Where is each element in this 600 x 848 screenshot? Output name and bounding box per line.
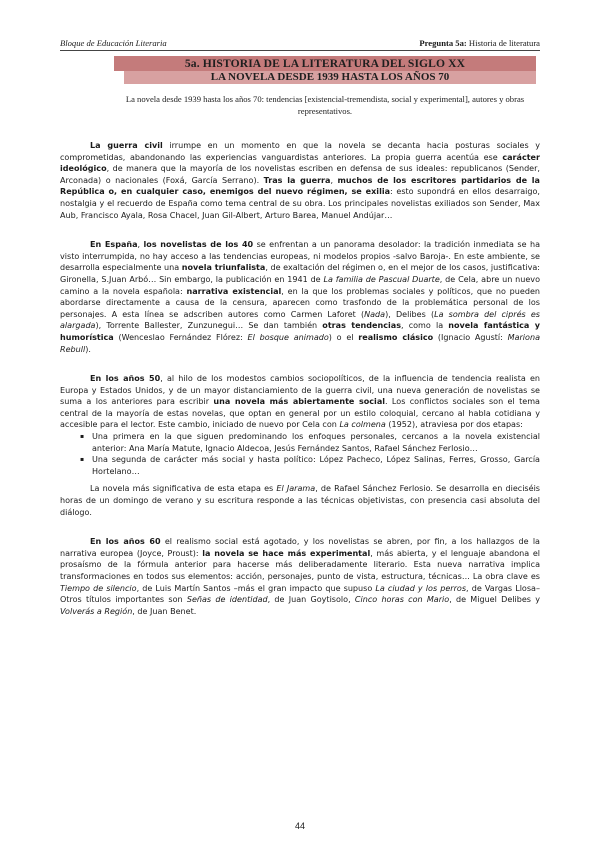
page-header: [60, 36, 540, 51]
bold-text: otras tendencias: [322, 321, 401, 331]
page-number: 44: [294, 821, 305, 831]
text: ), Delibes (: [385, 309, 435, 319]
text: , al hilo de los modestos cambios sociopolíticos, de la influencia de tendencia realista en Europa y Estados Unidos, y de un mayor distanciamiento de la guerra civil, una nueva generación de novelistas se suma a los anteriores para escribir: [60, 374, 541, 407]
text: , de Luis Martín Santos –más el gran impacto que supuso: [136, 583, 376, 593]
text: , de Juan Benet.: [132, 606, 197, 616]
italic-title: El Jarama: [276, 484, 316, 494]
list-item: ▪ Una primera en la que siguen predominando los enfoques personales, cercanos a la novela existencial anterior: Ana María Matute, Ignacio Aldecoa, Jesús Fernández Santos, Rafael Sánchez Ferlosio…: [80, 431, 540, 454]
text: ) o el: [328, 332, 359, 342]
paragraph-sixties: [60, 536, 540, 617]
bold-text: realismo clásico: [358, 332, 434, 342]
header-question-number: Pregunta 5a:: [419, 38, 467, 48]
text: el realismo social está agotado, y los novelistas se abren, por fin, a los hallazgos de la narrativa europea (Joyce, Proust):: [60, 537, 540, 558]
text: ), Torrente Ballester, Zunzunegui… Se dan también: [95, 321, 323, 331]
title-banner: [114, 56, 536, 84]
text: (Wenceslao Fernández Flórez:: [113, 332, 248, 342]
paragraph-el-jarama: [60, 483, 540, 518]
italic-title: La sombra del ciprés es alargada: [60, 309, 540, 331]
text: irrumpe en un momento en que la novela se decanta hacia posturas sociales y comprometidas, abandonando las experiencias vanguardistas anteriores. La propia guerra acentúa ese: [60, 141, 541, 162]
bold-text: narrativa existencial: [186, 286, 282, 296]
bold-text: En los años 50: [90, 374, 161, 384]
text: , más abierta, y el lenguaje abandona el prosaísmo de la fórmula anterior para hacerse más deliberadamente literario. Esta nueva narrativa implica transformaciones en todos sus elementos: acción, personajes, punto de vista, estructura, técnicas… La obra clave es: [60, 548, 541, 581]
italic-title: Señas de identidad: [186, 595, 268, 605]
header-question: [419, 38, 540, 48]
text: , de Vargas Llosa– Otros títulos importantes son: [60, 583, 540, 605]
bold-text: una novela más abiertamente social: [213, 397, 386, 407]
text: , de exaltación del régimen o, en el mejor de los casos, justificativa: Gironella, S.Juan Arbó… Sin embargo, la publicación en 1941 de: [60, 263, 540, 284]
text: , de Rafael Sánchez Ferlosio. Se desarrolla en dieciséis horas de un domingo de verano y su escritura responde a las técnicas objetivistas, con presencia casi absoluta del diálogo.: [60, 484, 540, 517]
list-item: ▪ Una segunda de carácter más social y hasta político: López Pacheco, López Salinas, Ferres, Grosso, García Hortelano…: [80, 454, 540, 477]
text: (1952), atraviesa por dos etapas:: [385, 420, 523, 430]
text: ).: [85, 344, 91, 354]
text: , en la que los problemas sociales y políticos, que no pueden abordarse directamente a causa de la censura, aparecen como trasfondo de la problemática personal de los personajes. A esta línea se adscriben autores como Carmen Laforet (: [60, 286, 540, 319]
bold-text: En los años 60: [90, 537, 161, 547]
bold-text: En España: [90, 240, 138, 250]
section-title: LA NOVELA DESDE 1939 HASTA LOS AÑOS 70: [124, 71, 536, 84]
bold-text: la novela se hace más experimental: [202, 548, 371, 558]
article-body: [60, 140, 540, 617]
stages-list: [60, 431, 540, 477]
bold-text: novela fantástica y humorística: [60, 321, 540, 342]
text: ,: [330, 175, 338, 185]
text: : esto supondrá en ellos desarraigo, nostalgia y el recuerdo de España como tema central de su obra. Los principales novelistas exiliados son Sender, Max Aub, Francisco Ayala, Rosa Chacel, Juan Gil-Albert, Arturo Barea, Manuel Andújar…: [60, 187, 540, 220]
text: , de manera que la mayoría de los novelistas escriben en defensa de sus ideales: republicanos (Sender, Arconada) o nacionales (Foxá, García Serrano).: [60, 164, 540, 185]
italic-title: La ciudad y los perros: [375, 583, 467, 593]
text: , de Miguel Delibes y: [449, 595, 540, 605]
bold-text: muchos de los escritores partidarios de la República o, en cualquier caso, enemigos del nuevo régimen, se exilia: [60, 175, 540, 197]
text: . Los conflictos sociales son el tema central de la mayoría de estas novelas, que optan en general por un estilo coloquial, cercano al habla cotidiana y accesible para el lector. Este cambio, iniciado de nuevo por Cela con: [60, 397, 540, 430]
text: se enfrentan a un panorama desolador: la tradición inmediata se ha visto interrumpida, no hay acceso a las tendencias europeas, ni modelos propios -salvo Baroja-. En este ambiente, se desarrolla especialmente una: [60, 240, 541, 273]
bold-text: novela triunfalista: [181, 263, 266, 273]
bold-text: Tras la guerra: [263, 175, 331, 185]
text: La novela más significativa de esta etapa es: [90, 484, 277, 494]
italic-title: Nada: [364, 309, 386, 319]
bold-text: carácter ideológico: [60, 152, 540, 174]
bold-text: los novelistas de los 40: [143, 240, 254, 250]
italic-title: El bosque animado: [247, 332, 329, 342]
text: ,: [137, 240, 144, 250]
paragraph-forties: [60, 239, 540, 355]
text: , de Juan Goytisolo,: [267, 595, 355, 605]
bold-text: La guerra civil: [90, 141, 163, 150]
italic-title: Volverás a Región: [60, 606, 133, 616]
italic-title: La familia de Pascual Duarte: [323, 274, 440, 284]
question-statement: La novela desde 1939 hasta los años 70: tendencias [existencial-tremendista, social y experimental], autores y obras representativos.: [125, 94, 525, 116]
header-book-title: Bloque de Educación Literaria: [60, 38, 167, 48]
main-title: 5a. HISTORIA DE LA LITERATURA DEL SIGLO XX: [114, 56, 536, 71]
text: , como la: [400, 321, 449, 331]
italic-title: La colmena: [339, 420, 386, 430]
paragraph-civil-war: [60, 140, 540, 221]
text: (Ignacio Agustí:: [433, 332, 508, 342]
italic-title: Tiempo de silencio: [60, 583, 137, 593]
italic-title: Mariona Rebull: [60, 332, 540, 354]
text: , de Cela, abre un nuevo camino a la novela española:: [60, 274, 540, 296]
italic-title: Cinco horas con Mario: [354, 595, 450, 605]
paragraph-fifties: [60, 373, 540, 431]
header-question-topic: Historia de literatura: [466, 38, 540, 48]
